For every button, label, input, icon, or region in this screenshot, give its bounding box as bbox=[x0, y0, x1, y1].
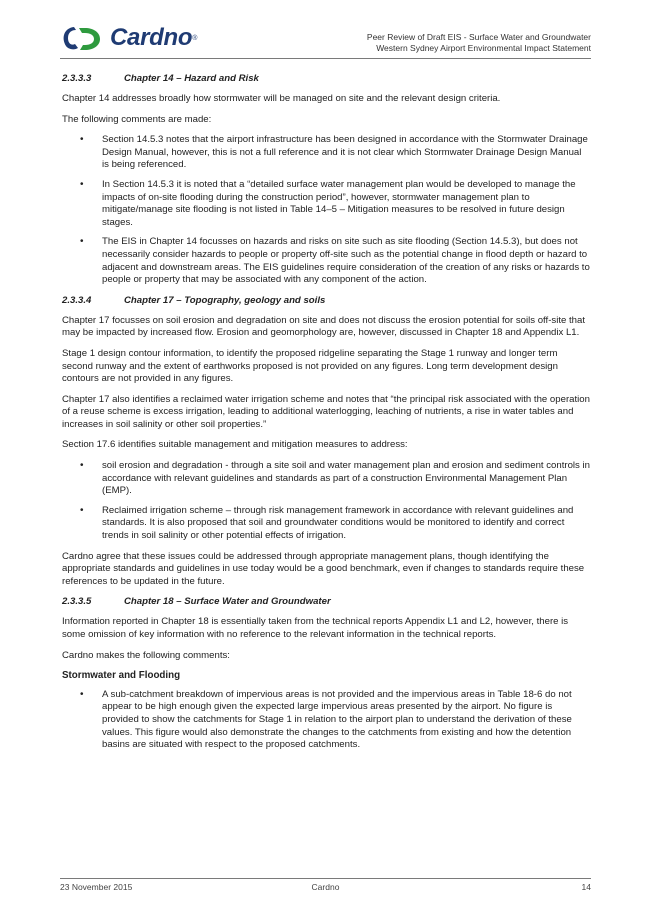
registered-mark: ® bbox=[192, 34, 198, 42]
header-divider bbox=[60, 58, 591, 59]
page-footer bbox=[60, 878, 591, 896]
list-item: • Section 14.5.3 notes that the airport infrastructure has been designed in accordance with the Stormwater Drainage Design Manual, however, this is not a full reference and it is not clear which Stormwater Drainage Design Manual is being referenced. bbox=[62, 134, 590, 172]
paragraph: Section 17.6 identifies suitable management and mitigation measures to address: bbox=[62, 439, 408, 451]
logo-wordmark: Cardno bbox=[110, 24, 193, 51]
section-number: 2.3.3.3 bbox=[62, 73, 92, 84]
header-title-line-1: Peer Review of Draft EIS - Surface Water and Groundwater bbox=[366, 32, 591, 42]
section-number: 2.3.3.5 bbox=[62, 596, 92, 608]
cardno-logo bbox=[60, 22, 197, 54]
paragraph: Information reported in Chapter 18 is essentially taken from the technical reports Appendix L1 and L2, however, there is some omission of key information with no reference to the relevant information in the technical reports. bbox=[62, 616, 569, 640]
page-number: 14 bbox=[581, 882, 591, 892]
bullet-list bbox=[62, 689, 590, 752]
cardno-swoosh-icon bbox=[60, 24, 104, 52]
section-title: Chapter 18 – Surface Water and Groundwater bbox=[124, 596, 331, 608]
section-heading-chapter-17 bbox=[62, 295, 590, 307]
header-title-line-2: Western Sydney Airport Environmental Impact Statement bbox=[376, 43, 591, 53]
section-heading-chapter-14 bbox=[62, 73, 590, 85]
bullet-list bbox=[62, 134, 590, 287]
paragraph: The following comments are made: bbox=[62, 113, 212, 125]
paragraph: Stage 1 design contour information, to identify the proposed ridgeline separating the Stage 1 runway and longer term second runway and the extent of earthworks proposed is not provided on any figures. Long term development design contours are not provided in any figures. bbox=[62, 347, 558, 385]
paragraph: Chapter 17 also identifies a reclaimed water irrigation scheme and notes that “the principal risk associated with the operation of a reuse scheme is excess irrigation, leading to additional waterlogging, leaching of nutrients, a rise in water tables and increases in soil salinity or other soil properties.” bbox=[62, 393, 590, 430]
paragraph: Cardno agree that these issues could be addressed through appropriate management plans, though identifying the appropriate standards and guidelines in use today would be a good benchmark, even if changes to standards require these references to be updated in the future. bbox=[62, 550, 585, 587]
list-item: • Reclaimed irrigation scheme – through risk management framework in accordance with relevant guidelines and standards. It is also proposed that soil and groundwater conditions would be monitored to identify and correct trends in soil salinity or other potential effects of irrigation. bbox=[62, 505, 590, 543]
section-title: Chapter 17 – Topography, geology and soils bbox=[124, 294, 326, 306]
section-title: Chapter 14 – Hazard and Risk bbox=[124, 73, 259, 84]
list-item: • A sub-catchment breakdown of impervious areas is not provided and the impervious areas in Table 18-6 do not appear to be high enough given the expected large impervious areas presented by the airport. No figure is provided to show the catchments for Stage 1 in relation to the airport plan to understand the derivation of these values. This figure would also demonstrate the changes to the catchments from existing and how the detention basins are situated with respect to the proposed catchments. bbox=[62, 689, 590, 752]
footer-company: Cardno bbox=[311, 882, 340, 892]
list-item: • In Section 14.5.3 it is noted that a “detailed surface water management plan would be developed to manage the impacts of on-site flooding during the construction period”, however, stormwater management plan to mitigate/manage site flooding is not listed in Table 14–5 – Mitigation measures to be resolved in future design stages. bbox=[62, 179, 590, 229]
paragraph: Cardno makes the following comments: bbox=[62, 649, 230, 661]
subheading-stormwater-flooding: Stormwater and Flooding bbox=[62, 670, 181, 682]
document-body bbox=[62, 73, 590, 760]
paragraph: Chapter 17 focusses on soil erosion and degradation on site and does not discuss the erosion potential for soils off-site that may be impacted by increased flow. Erosion and geomorphology are, however, discussed in Chapter 18 and Appendix L1. bbox=[62, 314, 586, 339]
list-item: • The EIS in Chapter 14 focusses on hazards and risks on site such as site flooding (Section 14.5.3), but does not necessarily consider hazards to people or property off-site such as the potential change in flood depth or hazard to adjacent and downstream areas. The EIS guidelines require consideration of the creation of any risks or hazards to people or property that may be associated with any component of the action. bbox=[62, 236, 590, 286]
bullet-list bbox=[62, 460, 590, 543]
list-item: • soil erosion and degradation - through a site soil and water management plan and erosion and sediment controls in accordance with relevant guidelines and standards as part of a construction Environmental Management Plan (EMP). bbox=[62, 460, 590, 498]
paragraph: Chapter 14 addresses broadly how stormwater will be managed on site and the relevant design criteria. bbox=[62, 93, 501, 104]
section-number: 2.3.3.4 bbox=[62, 294, 92, 306]
section-heading-chapter-18 bbox=[62, 596, 590, 608]
footer-date: 23 November 2015 bbox=[60, 882, 133, 892]
header-title bbox=[367, 32, 591, 54]
